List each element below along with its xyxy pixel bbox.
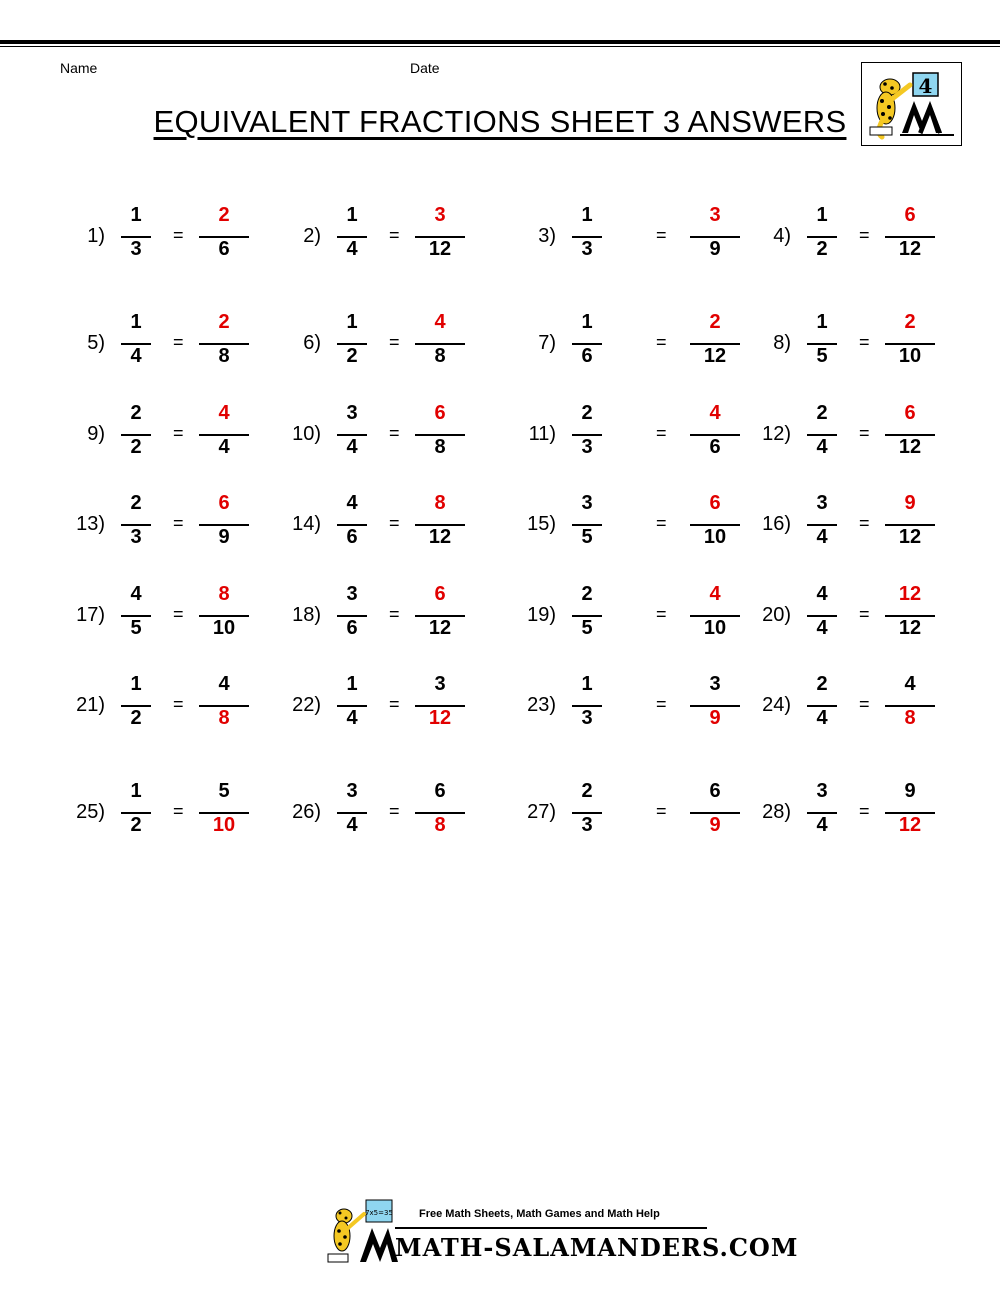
- answer-numerator: 6: [434, 780, 446, 802]
- answer-numerator: 3: [709, 204, 721, 226]
- equals-sign: =: [859, 604, 870, 624]
- equals-sign: =: [173, 694, 184, 714]
- problem-number: 19): [527, 604, 556, 626]
- problem-item: [271, 402, 491, 472]
- problem-item: [271, 673, 491, 743]
- answer-denominator: 10: [703, 526, 727, 548]
- answer-numerator: 3: [434, 204, 446, 226]
- equals-sign: =: [656, 604, 667, 624]
- answer-numerator: 4: [218, 673, 230, 695]
- problem-item: [506, 402, 726, 472]
- answer-numerator: 2: [904, 311, 916, 333]
- given-numerator: 1: [346, 204, 358, 226]
- answer-numerator: 3: [434, 673, 446, 695]
- given-numerator: 4: [130, 583, 142, 605]
- top-rule: [0, 40, 1000, 44]
- problem-item: [506, 492, 726, 562]
- equals-sign: =: [173, 604, 184, 624]
- problem-item: [271, 780, 491, 850]
- equals-sign: =: [656, 513, 667, 533]
- given-numerator: 1: [581, 311, 593, 333]
- answer-numerator: 6: [218, 492, 230, 514]
- given-denominator: 4: [816, 617, 828, 639]
- given-denominator: 4: [130, 345, 142, 367]
- given-denominator: 2: [130, 436, 142, 458]
- given-numerator: 4: [816, 583, 828, 605]
- problem-item: [506, 204, 726, 274]
- given-denominator: 4: [816, 526, 828, 548]
- problem-item: [506, 780, 726, 850]
- problem-number: 18): [292, 604, 321, 626]
- given-denominator: 3: [581, 814, 593, 836]
- given-denominator: 3: [581, 238, 593, 260]
- answer-denominator: 12: [898, 617, 922, 639]
- problem-number: 24): [762, 694, 791, 716]
- given-denominator: 3: [130, 238, 142, 260]
- answer-denominator: 10: [898, 345, 922, 367]
- problem-item: [271, 492, 491, 562]
- given-denominator: 6: [346, 617, 358, 639]
- answer-numerator: 6: [434, 402, 446, 424]
- given-numerator: 2: [581, 583, 593, 605]
- problem-item: [741, 204, 961, 274]
- equals-sign: =: [859, 694, 870, 714]
- problem-number: 21): [76, 694, 105, 716]
- answer-numerator: 9: [904, 492, 916, 514]
- answer-numerator: 4: [904, 673, 916, 695]
- problem-item: [55, 402, 275, 472]
- problem-item: [55, 780, 275, 850]
- answer-numerator: 9: [904, 780, 916, 802]
- answer-denominator: 12: [898, 238, 922, 260]
- problem-item: [506, 583, 726, 653]
- date-label: Date: [410, 60, 440, 76]
- problem-item: [271, 311, 491, 381]
- problem-item: [506, 311, 726, 381]
- given-numerator: 2: [581, 402, 593, 424]
- equals-sign: =: [173, 513, 184, 533]
- problem-number: 1): [87, 225, 105, 247]
- answer-numerator: 3: [709, 673, 721, 695]
- answer-denominator: 4: [218, 436, 230, 458]
- given-denominator: 5: [130, 617, 142, 639]
- given-numerator: 3: [816, 492, 828, 514]
- answer-numerator: 4: [709, 583, 721, 605]
- given-denominator: 2: [130, 707, 142, 729]
- answer-denominator: 12: [703, 345, 727, 367]
- given-denominator: 6: [346, 526, 358, 548]
- problem-item: [741, 311, 961, 381]
- answer-numerator: 5: [218, 780, 230, 802]
- answer-numerator: 8: [434, 492, 446, 514]
- problem-number: 15): [527, 513, 556, 535]
- answer-denominator: 12: [898, 814, 922, 836]
- answer-denominator: 8: [218, 345, 230, 367]
- problem-item: [55, 583, 275, 653]
- given-denominator: 4: [816, 707, 828, 729]
- problem-number: 6): [303, 332, 321, 354]
- given-numerator: 1: [816, 311, 828, 333]
- given-denominator: 3: [581, 436, 593, 458]
- answer-denominator: 9: [709, 238, 721, 260]
- salamander-icon: [862, 63, 963, 147]
- given-denominator: 3: [130, 526, 142, 548]
- equals-sign: =: [389, 694, 400, 714]
- equals-sign: =: [389, 225, 400, 245]
- footer-rule: [395, 1227, 707, 1229]
- problem-number: 8): [773, 332, 791, 354]
- equals-sign: =: [173, 801, 184, 821]
- equals-sign: =: [389, 604, 400, 624]
- problem-number: 2): [303, 225, 321, 247]
- problem-number: 25): [76, 801, 105, 823]
- given-numerator: 3: [346, 583, 358, 605]
- equals-sign: =: [859, 423, 870, 443]
- equals-sign: =: [389, 423, 400, 443]
- equals-sign: =: [173, 423, 184, 443]
- problem-item: [55, 311, 275, 381]
- equals-sign: =: [389, 332, 400, 352]
- given-numerator: 2: [130, 492, 142, 514]
- name-label: Name: [60, 60, 98, 76]
- problem-item: [741, 780, 961, 850]
- problem-number: 4): [773, 225, 791, 247]
- given-denominator: 4: [346, 707, 358, 729]
- given-denominator: 4: [346, 814, 358, 836]
- given-denominator: 2: [346, 345, 358, 367]
- given-numerator: 3: [816, 780, 828, 802]
- given-numerator: 3: [346, 780, 358, 802]
- answer-numerator: 6: [709, 780, 721, 802]
- footer-site-link[interactable]: MATH-SALAMANDERS.COM: [395, 1233, 799, 1262]
- given-numerator: 4: [346, 492, 358, 514]
- given-denominator: 3: [581, 707, 593, 729]
- answer-numerator: 2: [709, 311, 721, 333]
- answer-denominator: 10: [703, 617, 727, 639]
- footer-salamander-icon: [324, 1198, 399, 1268]
- given-numerator: 1: [130, 311, 142, 333]
- given-numerator: 3: [346, 402, 358, 424]
- given-numerator: 1: [581, 673, 593, 695]
- answer-denominator: 8: [434, 436, 446, 458]
- given-numerator: 2: [130, 402, 142, 424]
- equals-sign: =: [656, 801, 667, 821]
- problem-number: 3): [538, 225, 556, 247]
- answer-numerator: 6: [904, 204, 916, 226]
- answer-denominator: 8: [434, 345, 446, 367]
- answer-denominator: 8: [904, 707, 916, 729]
- answer-numerator: 4: [434, 311, 446, 333]
- problem-number: 22): [292, 694, 321, 716]
- answer-denominator: 9: [709, 707, 721, 729]
- answer-denominator: 10: [212, 617, 236, 639]
- given-denominator: 5: [581, 526, 593, 548]
- problem-item: [741, 673, 961, 743]
- given-denominator: 2: [130, 814, 142, 836]
- answer-denominator: 12: [898, 526, 922, 548]
- problem-item: [55, 204, 275, 274]
- given-numerator: 1: [346, 673, 358, 695]
- given-denominator: 4: [346, 436, 358, 458]
- footer-badge-text: 7x5=35: [365, 1209, 393, 1217]
- answer-numerator: 6: [904, 402, 916, 424]
- given-denominator: 4: [346, 238, 358, 260]
- equals-sign: =: [389, 801, 400, 821]
- problem-number: 27): [527, 801, 556, 823]
- answer-numerator: 6: [709, 492, 721, 514]
- answer-denominator: 6: [709, 436, 721, 458]
- problem-number: 20): [762, 604, 791, 626]
- problem-number: 13): [76, 513, 105, 535]
- equals-sign: =: [389, 513, 400, 533]
- given-numerator: 2: [581, 780, 593, 802]
- equals-sign: =: [859, 513, 870, 533]
- problem-number: 16): [762, 513, 791, 535]
- grade-badge: 4: [918, 74, 933, 98]
- answer-numerator: 8: [218, 583, 230, 605]
- problem-number: 9): [87, 423, 105, 445]
- given-numerator: 2: [816, 402, 828, 424]
- equals-sign: =: [656, 694, 667, 714]
- problem-number: 28): [762, 801, 791, 823]
- given-numerator: 1: [816, 204, 828, 226]
- problem-item: [506, 673, 726, 743]
- answer-denominator: 6: [218, 238, 230, 260]
- equals-sign: =: [173, 225, 184, 245]
- problem-number: 12): [762, 423, 791, 445]
- given-denominator: 5: [581, 617, 593, 639]
- given-denominator: 5: [816, 345, 828, 367]
- answer-numerator: 2: [218, 311, 230, 333]
- equals-sign: =: [656, 225, 667, 245]
- problem-item: [55, 492, 275, 562]
- equals-sign: =: [173, 332, 184, 352]
- problem-number: 5): [87, 332, 105, 354]
- problem-number: 14): [292, 513, 321, 535]
- answer-denominator: 12: [428, 238, 452, 260]
- problem-item: [271, 583, 491, 653]
- problem-number: 17): [76, 604, 105, 626]
- top-rule-thin: [0, 46, 1000, 47]
- problem-item: [271, 204, 491, 274]
- answer-numerator: 4: [218, 402, 230, 424]
- problem-number: 23): [527, 694, 556, 716]
- equals-sign: =: [656, 423, 667, 443]
- problem-item: [741, 402, 961, 472]
- problem-number: 10): [292, 423, 321, 445]
- page-title: EQUIVALENT FRACTIONS SHEET 3 ANSWERS: [153, 104, 847, 139]
- answer-denominator: 10: [212, 814, 236, 836]
- answer-denominator: 12: [898, 436, 922, 458]
- answer-numerator: 4: [709, 402, 721, 424]
- given-denominator: 2: [816, 238, 828, 260]
- given-denominator: 4: [816, 814, 828, 836]
- problem-item: [741, 492, 961, 562]
- answer-denominator: 9: [218, 526, 230, 548]
- answer-numerator: 2: [218, 204, 230, 226]
- answer-denominator: 8: [218, 707, 230, 729]
- given-denominator: 4: [816, 436, 828, 458]
- given-numerator: 1: [581, 204, 593, 226]
- footer-tagline: Free Math Sheets, Math Games and Math Help: [419, 1208, 660, 1220]
- footer-logo: [324, 1198, 399, 1273]
- answer-denominator: 12: [428, 617, 452, 639]
- answer-denominator: 8: [434, 814, 446, 836]
- given-denominator: 6: [581, 345, 593, 367]
- problem-number: 11): [528, 423, 556, 445]
- given-numerator: 1: [130, 204, 142, 226]
- problem-item: [55, 673, 275, 743]
- given-numerator: 1: [130, 673, 142, 695]
- given-numerator: 3: [581, 492, 593, 514]
- given-numerator: 1: [130, 780, 142, 802]
- answer-numerator: 12: [898, 583, 922, 605]
- answer-denominator: 9: [709, 814, 721, 836]
- problem-number: 26): [292, 801, 321, 823]
- given-numerator: 2: [816, 673, 828, 695]
- answer-denominator: 12: [428, 526, 452, 548]
- answer-denominator: 12: [428, 707, 452, 729]
- salamander-logo: [861, 62, 962, 146]
- answer-numerator: 6: [434, 583, 446, 605]
- equals-sign: =: [859, 225, 870, 245]
- equals-sign: =: [859, 332, 870, 352]
- problem-number: 7): [538, 332, 556, 354]
- equals-sign: =: [656, 332, 667, 352]
- equals-sign: =: [859, 801, 870, 821]
- problem-item: [741, 583, 961, 653]
- given-numerator: 1: [346, 311, 358, 333]
